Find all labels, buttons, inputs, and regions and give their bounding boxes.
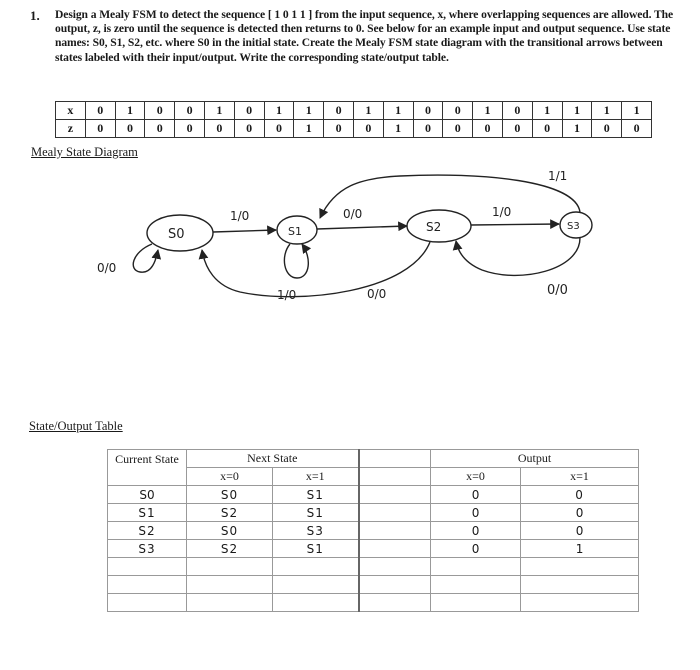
z-row	[56, 120, 652, 138]
next-x1-cell: S3	[273, 522, 359, 540]
z-cell: 0	[115, 120, 145, 138]
x-cell: 0	[175, 102, 205, 120]
label-s3-to-s1: 1/1	[548, 169, 568, 183]
out-x1-cell: 0	[521, 486, 639, 504]
header-next-state: Next State	[187, 450, 359, 468]
table-title: State/Output Table	[29, 419, 123, 433]
table-row	[108, 522, 639, 540]
z-row-label: z	[56, 120, 86, 138]
z-cell: 0	[473, 120, 503, 138]
current-state-cell: S1	[108, 504, 187, 522]
x-cell: 0	[502, 102, 532, 120]
state-s1-label: S1	[288, 225, 302, 238]
x-cell: 0	[413, 102, 443, 120]
x-cell: 1	[294, 102, 324, 120]
state-s0-label: S0	[168, 227, 185, 242]
current-state-cell: S2	[108, 522, 187, 540]
sequence-table	[55, 101, 652, 138]
x-cell: 1	[562, 102, 592, 120]
question-number: 1.	[30, 8, 40, 23]
next-x0-cell: S0	[187, 522, 273, 540]
z-cell: 0	[264, 120, 294, 138]
z-cell: 0	[592, 120, 622, 138]
x-cell: 0	[443, 102, 473, 120]
label-s0-self: 0/0	[97, 261, 117, 275]
header-out-x1: x=1	[521, 468, 639, 486]
x-cell: 1	[473, 102, 503, 120]
header-output: Output	[431, 450, 639, 468]
z-cell: 0	[85, 120, 115, 138]
x-cell: 0	[145, 102, 175, 120]
out-x0-cell: 0	[431, 540, 521, 558]
header-next-x0: x=0	[187, 468, 273, 486]
z-cell: 0	[324, 120, 354, 138]
x-cell: 1	[592, 102, 622, 120]
question-text: Design a Mealy FSM to detect the sequence [ 1 0 1 1 ] from the input sequence, x, where overlapping sequences are allowed. The output, z, is zero until the sequence is detected then returns to 0. See below for an example input and output sequence. Use state names: S0, S1, S2, etc. where S0 in the initial state. Create the Mealy FSM state diagram with the transitional arrows between states labeled with their input/output. Write the corresponding state/output table.	[55, 8, 674, 64]
label-s0-to-s1: 1/0	[230, 209, 250, 223]
label-s2-to-s1-top: 0/0	[343, 207, 363, 221]
x-cell: 1	[204, 102, 234, 120]
z-cell: 0	[622, 120, 652, 138]
next-x0-cell: S0	[187, 486, 273, 504]
x-cell: 1	[264, 102, 294, 120]
z-cell: 0	[532, 120, 562, 138]
next-x1-cell: S1	[273, 486, 359, 504]
z-cell: 0	[145, 120, 175, 138]
label-s2-to-s0: 0/0	[367, 287, 387, 301]
out-x1-cell: 0	[521, 504, 639, 522]
s2-to-s3-arrow	[471, 224, 559, 225]
label-s3-to-s2: 0/0	[547, 283, 568, 298]
next-x0-cell: S2	[187, 504, 273, 522]
z-cell: 0	[413, 120, 443, 138]
state-s3-label: S3	[567, 221, 580, 232]
z-cell: 0	[234, 120, 264, 138]
x-cell: 0	[324, 102, 354, 120]
z-cell: 0	[502, 120, 532, 138]
s3-to-s2-arrow	[456, 238, 580, 275]
header-current-state: Current State	[108, 450, 187, 486]
s1-to-s2-arrow	[317, 226, 407, 229]
x-row	[56, 102, 652, 120]
s0-to-s1-arrow	[213, 230, 276, 232]
out-x0-cell: 0	[431, 522, 521, 540]
out-x1-cell: 0	[521, 522, 639, 540]
empty-row	[108, 576, 639, 594]
state-output-table	[107, 449, 639, 612]
table-row	[108, 504, 639, 522]
x-cell: 0	[85, 102, 115, 120]
z-cell: 0	[175, 120, 205, 138]
x-cell: 0	[234, 102, 264, 120]
z-cell: 0	[443, 120, 473, 138]
out-x0-cell: 0	[431, 504, 521, 522]
z-cell: 1	[294, 120, 324, 138]
z-cell: 1	[562, 120, 592, 138]
z-cell: 0	[353, 120, 383, 138]
mealy-state-diagram	[0, 150, 700, 320]
x-row-label: x	[56, 102, 86, 120]
label-s2-to-s3: 1/0	[492, 205, 512, 219]
x-cell: 1	[115, 102, 145, 120]
state-s2-label: S2	[426, 220, 442, 234]
x-cell: 1	[532, 102, 562, 120]
empty-row	[108, 558, 639, 576]
next-x0-cell: S2	[187, 540, 273, 558]
x-cell: 1	[353, 102, 383, 120]
out-x0-cell: 0	[431, 486, 521, 504]
table-header-row	[108, 450, 639, 468]
x-cell: 1	[622, 102, 652, 120]
table-subheader-row	[108, 468, 639, 486]
table-row	[108, 486, 639, 504]
label-s1-self: 1/0	[277, 288, 297, 302]
current-state-cell: S3	[108, 540, 187, 558]
next-x1-cell: S1	[273, 504, 359, 522]
z-cell: 1	[383, 120, 413, 138]
x-cell: 1	[383, 102, 413, 120]
s0-self-loop	[133, 244, 158, 272]
z-cell: 0	[204, 120, 234, 138]
diagram-title: Mealy State Diagram	[31, 145, 138, 159]
s2-to-s0-arrow	[202, 242, 430, 297]
out-x1-cell: 1	[521, 540, 639, 558]
table-row	[108, 540, 639, 558]
header-out-x0: x=0	[431, 468, 521, 486]
s1-self-loop	[284, 244, 308, 278]
header-next-x1: x=1	[273, 468, 359, 486]
current-state-cell: S0	[108, 486, 187, 504]
next-x1-cell: S1	[273, 540, 359, 558]
empty-row	[108, 594, 639, 612]
